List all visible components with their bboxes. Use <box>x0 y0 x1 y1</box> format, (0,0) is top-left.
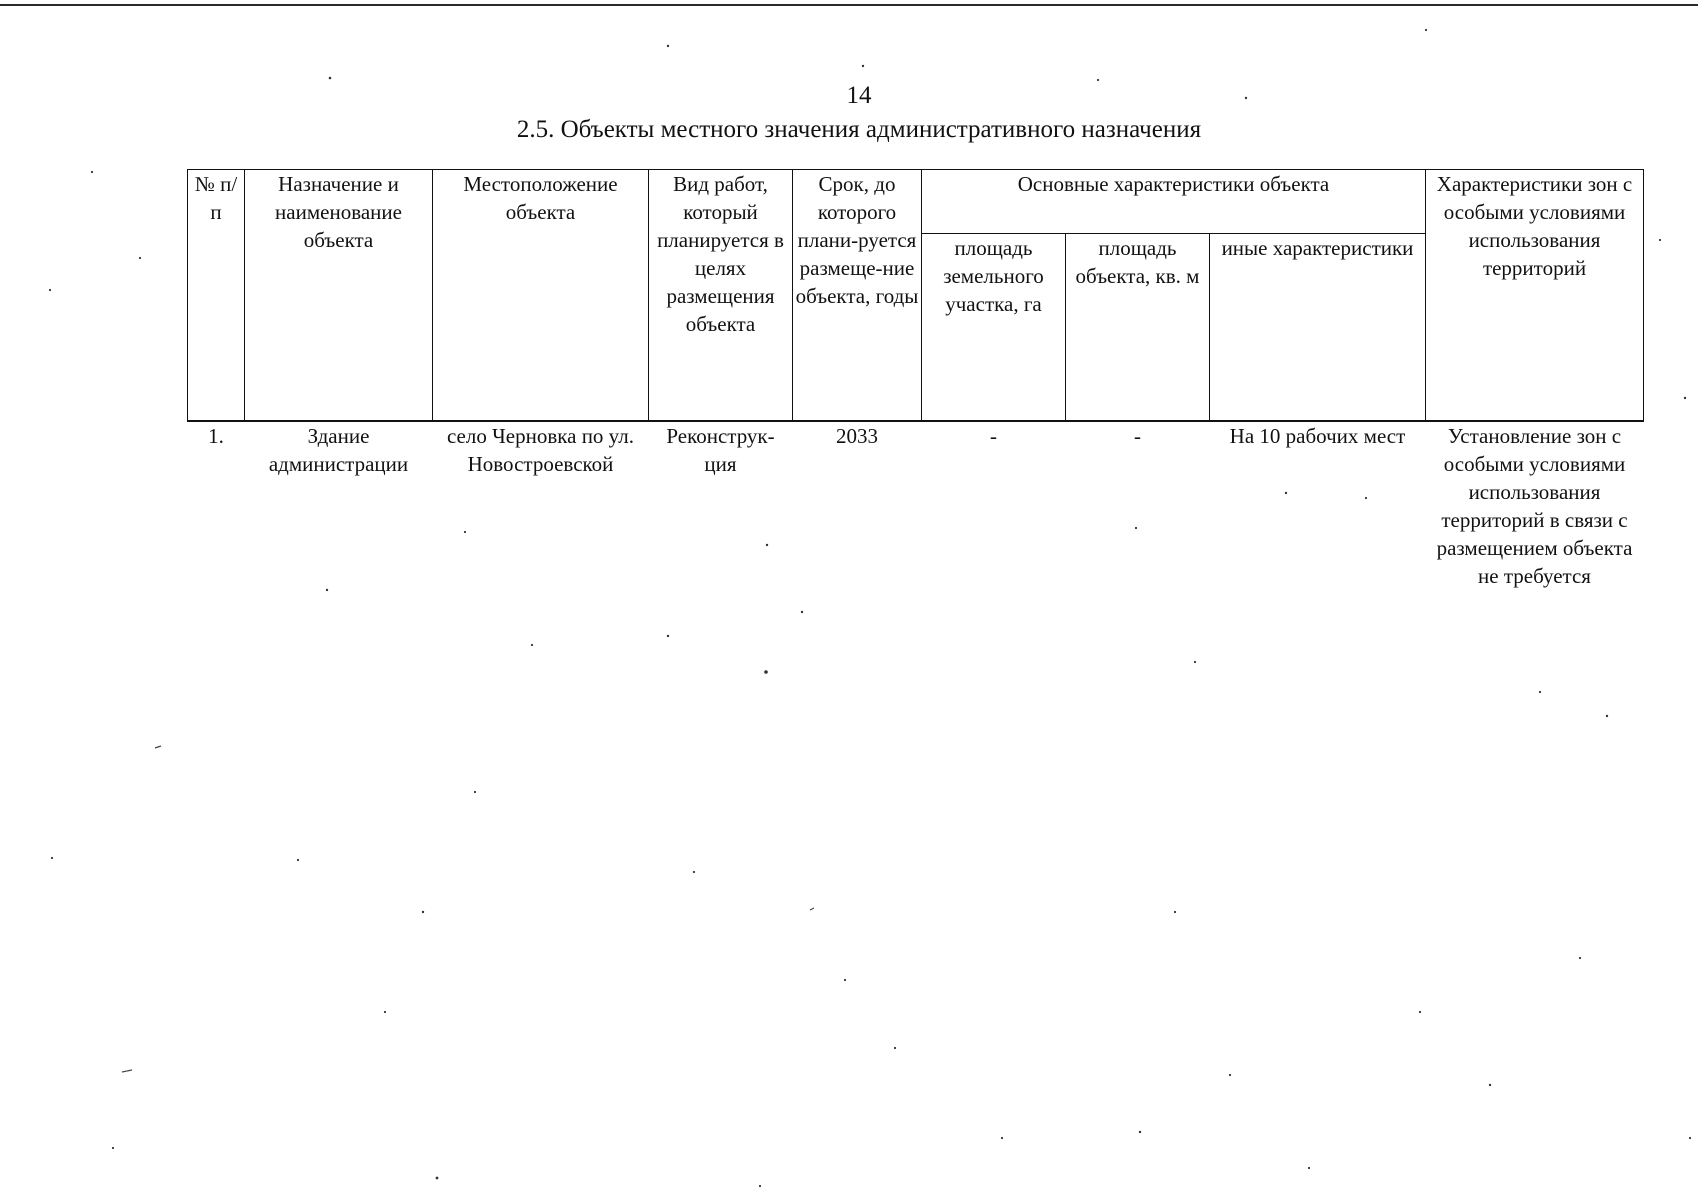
cell-object-area: - <box>1134 424 1141 448</box>
header-zones: Характеристики зон с особыми условиями использования территорий <box>1426 170 1644 422</box>
cell-deadline: 2033 <box>836 424 878 448</box>
section-title: 2.5. Объекты местного значения административного назначения <box>516 116 1202 143</box>
cell-other: На 10 рабочих мест <box>1229 424 1406 448</box>
header-main-characteristics: Основные характеристики объекта <box>922 170 1426 234</box>
header-land-area: площадь земельного участка, га <box>922 233 1066 421</box>
cell-land-area: - <box>990 424 997 448</box>
cell-num: 1. <box>208 424 224 448</box>
cell-location: село Черновка по ул. Новостроевской <box>446 424 634 476</box>
header-location: Местоположение объекта <box>433 170 649 422</box>
header-object-area: площадь объекта, кв. м <box>1066 233 1210 421</box>
header-name: Назначение и наименование объекта <box>245 170 433 422</box>
cell-work-type: Реконструк-ция <box>666 424 775 476</box>
header-other: иные характеристики <box>1210 233 1426 421</box>
page-number: 14 <box>846 82 872 109</box>
cell-zones: Установление зон с особыми условиями использования территорий в связи с размещением объекта не требуется <box>1436 424 1633 588</box>
header-num: № п/п <box>188 170 245 422</box>
header-deadline: Срок, до которого плани-руется размеще-ние объекта, годы <box>793 170 922 422</box>
header-work-type: Вид работ, который планируется в целях размещения объекта <box>649 170 793 422</box>
cell-name: Здание администрации <box>268 424 409 476</box>
